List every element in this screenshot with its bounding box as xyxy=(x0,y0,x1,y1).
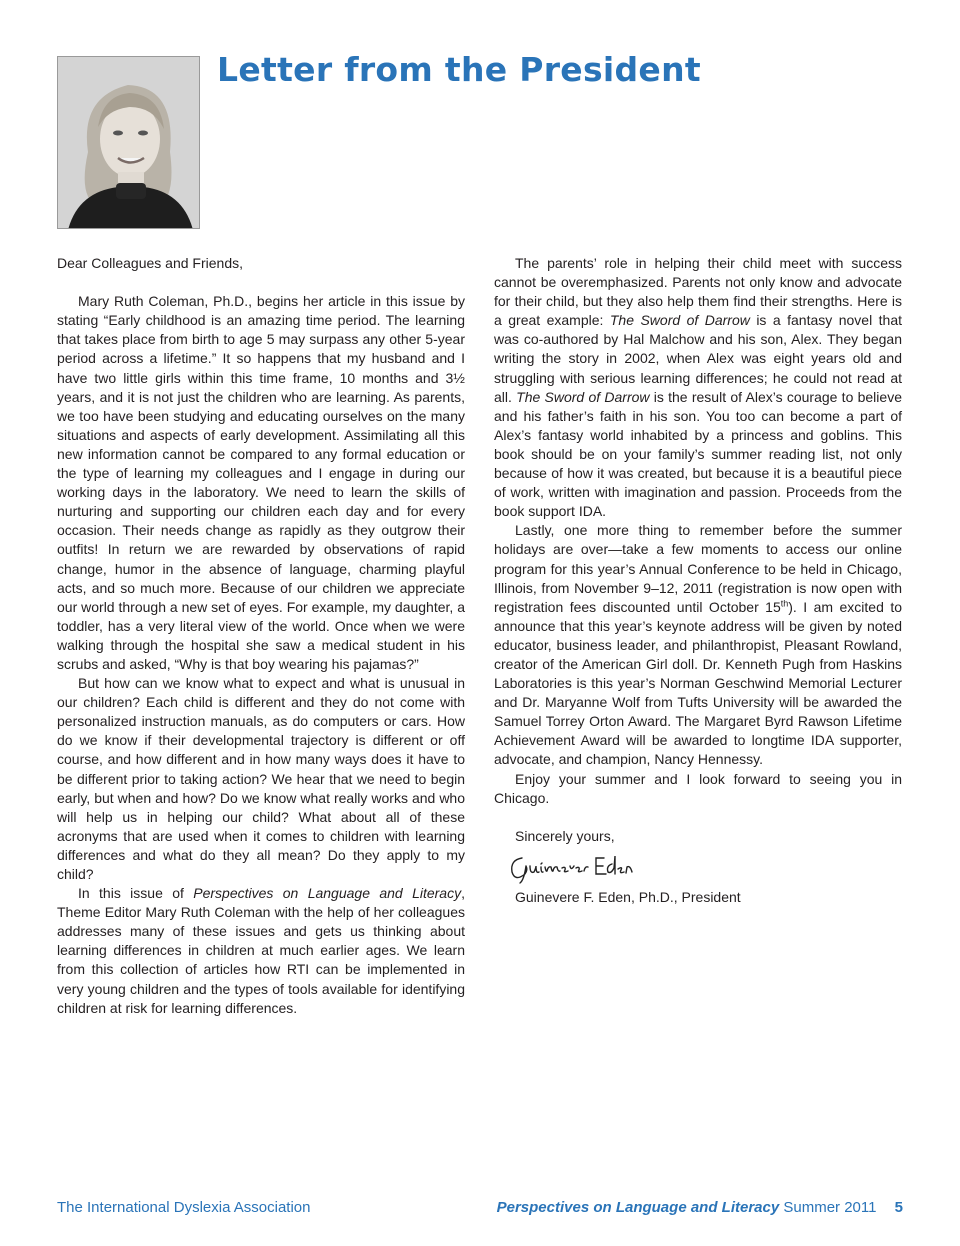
letter-column-left xyxy=(57,254,465,1018)
letter-column-right xyxy=(494,254,902,907)
footer-organization: The International Dyslexia Association xyxy=(57,1199,311,1216)
footer-page-number: 5 xyxy=(894,1199,903,1216)
ordinal-superscript: th xyxy=(780,598,789,609)
portrait-illustration xyxy=(58,57,200,229)
president-portrait-photo xyxy=(57,56,200,229)
letter-paragraph-2: But how can we know what to expect and what is unusual in our children? Each child is different and they do not come with personalized instruction manuals, as do computers or cars. How do we know if their developmental trajectory is different or off course, and how different and in how many ways does it have to be different prior to taking action? We hear that we need to begin early, but when and how? Do we know what really works and who will help us in helping our child? What about all of these acronyms that are used when it comes to children with learning differences and what do they all mean? Do they apply to my child? xyxy=(57,675,465,882)
paragraph-4-text-b: is a fantasy novel that was co-authored by Hal Malchow and his son, Alex. They began writing the story in 2002, when Alex was eight years old and struggling with serious learning differences; he could not read at all. xyxy=(494,312,902,405)
paragraph-4-text-c: is the result of Alex’s courage to believe and his father’s faith in his son. You too can become a part of Alex’s fantasy world inhabited by a princess and goblins. This book should be on your family’s summer reading list, not only because of how it was created, but because it is a beautiful piece of work, written with imagination and passion. Proceeds from the book support IDA. xyxy=(494,388,902,520)
footer-publication-info xyxy=(497,1199,903,1216)
book-title-italic: The Sword of Darrow xyxy=(516,388,650,405)
letter-paragraph-1: Mary Ruth Coleman, Ph.D., begins her article in this issue by stating “Early childhood is an amazing time period. The learning that takes place from birth to age 5 may surpass any other 5-year period across a lifetime.” It so happens that my husband and I have two little girls within this time frame, 10 months and 3½ years, and it is not just the children who are learning. As parents, we too have been studying and educating ourselves on the many situations and aspects of early development. Assimilating all this new information cannot be compared to any formal education or the type of learning my colleagues and I engage in during our working days in the laboratory. We need to learn the skills of nurturing and supporting our children each day and for every occasion. Their needs change as rapidly as they outgrow their outfits! In return we are rewarded by observations of rapid change, humor in the absence of language, charming playful acts, and so much more. Because of our children we appreciate our world through a new set of eyes. For example, my daughter, a toddler, has a very literal view of the world. Once when we were walking through the hospital she saw a medical student in his scrubs and asked, “Why is that boy wearing his pajamas?” xyxy=(57,293,465,672)
paragraph-5-text-a: Lastly, one more thing to remember before the summer holidays are over—take a few moments to access our online program for this year’s Annual Conference to be held in Chicago, Illinois, from November 9–12, 2011 (registration is now open with registration fees discounted until October 15 xyxy=(494,522,902,615)
paragraph-3-text-a: In this issue of xyxy=(78,885,194,902)
journal-title-italic: Perspectives on Language and Literacy xyxy=(193,885,462,902)
footer-publication-title: Perspectives on Language and Literacy xyxy=(496,1199,780,1216)
footer-issue: Summer 2011 xyxy=(783,1199,877,1216)
paragraph-5-text-b: ). I am excited to announce that this year’s keynote address will be given by noted educator, business leader, and philanthropist, Pleasant Rowland, creator of the American Girl doll. Dr. Kenneth Pugh from Haskins Laboratories is this year’s Norman Geschwind Memorial Lecturer and Dr. Maryanne Wolf from Tufts University will be awarded the Samuel Torrey Orton Award. The Margaret Byrd Rawson Lifetime Achievement Award will be awarded to longtime IDA supporter, advocate, and champion, Nancy Hennessy. xyxy=(494,598,902,768)
paragraph-3-text-b: , Theme Editor Mary Ruth Coleman with the help of her colleagues addresses many of these issues and gets us thinking about learning differences in children at much earlier ages. We learn from this collection of articles how RTI can be implemented in very young children and the types of tools available for identifying children at risk for learning differences. xyxy=(57,885,465,1016)
handwritten-signature xyxy=(508,850,638,884)
letter-paragraph-3 xyxy=(57,884,465,1018)
letter-closing: Sincerely yours, xyxy=(515,827,615,844)
letter-paragraph-6: Enjoy your summer and I look forward to seeing you in Chicago. xyxy=(494,770,902,806)
paragraph-4-text-a: The parents’ role in helping their child meet with success cannot be overemphasized. Parents not only know and advocate for their child, but they also help them find their strengths. Here is a great example: xyxy=(494,255,902,329)
letter-paragraph-4 xyxy=(494,254,902,521)
page-title: Letter from the President xyxy=(217,50,701,89)
letter-paragraph-5 xyxy=(494,521,902,769)
letter-signoff: Guinevere F. Eden, Ph.D., President xyxy=(515,888,741,905)
letter-greeting: Dear Colleagues and Friends, xyxy=(57,255,243,271)
book-title-italic: The Sword of Darrow xyxy=(609,312,750,329)
